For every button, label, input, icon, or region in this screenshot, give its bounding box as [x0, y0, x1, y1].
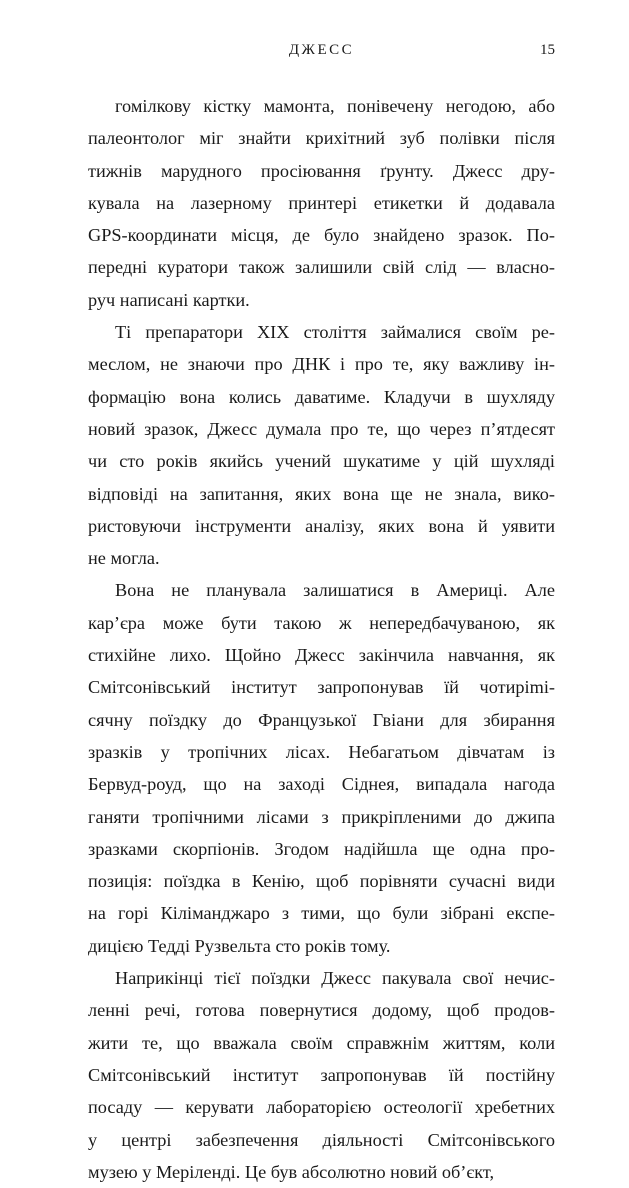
body-text — [88, 90, 555, 1188]
text-line: посаду — керувати лабораторією остеології хребетних — [88, 1097, 555, 1118]
text-line: сячну поїздку до Французької Гвіани для збирання — [88, 709, 555, 730]
text-line: Вона не планувала залишатися в Америці. Але — [115, 580, 555, 601]
text-line: руч написані картки. — [88, 289, 250, 310]
text-line: зразками скорпіонів. Згодом надійшла ще одна про- — [88, 838, 555, 859]
text-line: не могла. — [88, 548, 160, 569]
text-line: ленні речі, готова повернутися додому, щоб продов- — [88, 1000, 555, 1021]
text-line: GPS-координати місця, де було знайдено зразок. По- — [88, 225, 555, 246]
text-line: у центрі забезпечення діяльності Смітсонівського — [88, 1129, 555, 1150]
page-number: 15 — [540, 42, 555, 58]
text-line: зразків у тропічних лісах. Небагатьом дівчатам із — [88, 741, 555, 762]
text-line: відповіді на запитання, яких вона ще не знала, вико- — [88, 483, 555, 504]
paragraph — [88, 90, 555, 316]
text-line: Наприкінці тієї поїздки Джесс пакувала свої нечис- — [115, 968, 555, 989]
text-line: Смітсонівський інститут запропонував їй чотирimi- — [88, 677, 555, 698]
text-line: передні куратори також залишили свій слід — власно- — [88, 257, 555, 278]
text-line: дицією Тедді Рузвельта сто років тому. — [88, 935, 391, 956]
text-line: кувала на лазерному принтері етикетки й додавала — [88, 192, 555, 213]
text-line: новий зразок, Джесс думала про те, що через п’ятдесят — [88, 418, 555, 439]
text-line: палеонтолог міг знайти крихітний зуб полівки після — [88, 128, 555, 149]
text-line: меслом, не знаючи про ДНК і про те, яку важливу ін- — [88, 354, 555, 375]
paragraph — [88, 574, 555, 962]
text-line: стихійне лихо. Щойно Джесс закінчила навчання, як — [88, 645, 555, 666]
paragraph — [88, 316, 555, 574]
text-line: на горі Кіліманджаро з тими, що були зібрані експе- — [88, 903, 555, 924]
text-line: чи сто років якийсь учений шукатиме у цій шухляді — [88, 451, 555, 472]
running-head: ДЖЕСС — [288, 42, 355, 58]
text-line: позиція: поїздка в Кенію, щоб порівняти сучасні види — [88, 871, 555, 892]
text-line: Бервуд-роуд, що на заході Сіднея, випадала нагода — [88, 774, 555, 795]
text-line: формацію вона колись даватиме. Кладучи в шухляду — [88, 386, 555, 407]
text-line: ристовуючи інструменти аналізу, яких вона й уявити — [88, 515, 555, 536]
text-line: ганяти тропічними лісами з прикріпленими до джипа — [88, 806, 555, 827]
text-line: тижнів марудного просіювання ґрунту. Джесс дру- — [88, 160, 555, 181]
text-line: Ті препаратори XIX століття займалися своїм ре- — [115, 322, 555, 343]
text-line: кар’єра може бути такою ж непередбачуваною, як — [88, 612, 555, 633]
text-line: музею у Меріленді. Це був абсолютно новий об’єкт, — [88, 1161, 495, 1182]
text-line: жити те, що вважала своїм справжнім життям, коли — [88, 1032, 555, 1053]
text-line: Смітсонівський інститут запропонував їй постійну — [88, 1064, 555, 1085]
paragraph — [88, 962, 555, 1188]
page-header — [88, 40, 555, 64]
text-line: гомілкову кістку мамонта, понівечену негодою, або — [115, 96, 555, 116]
